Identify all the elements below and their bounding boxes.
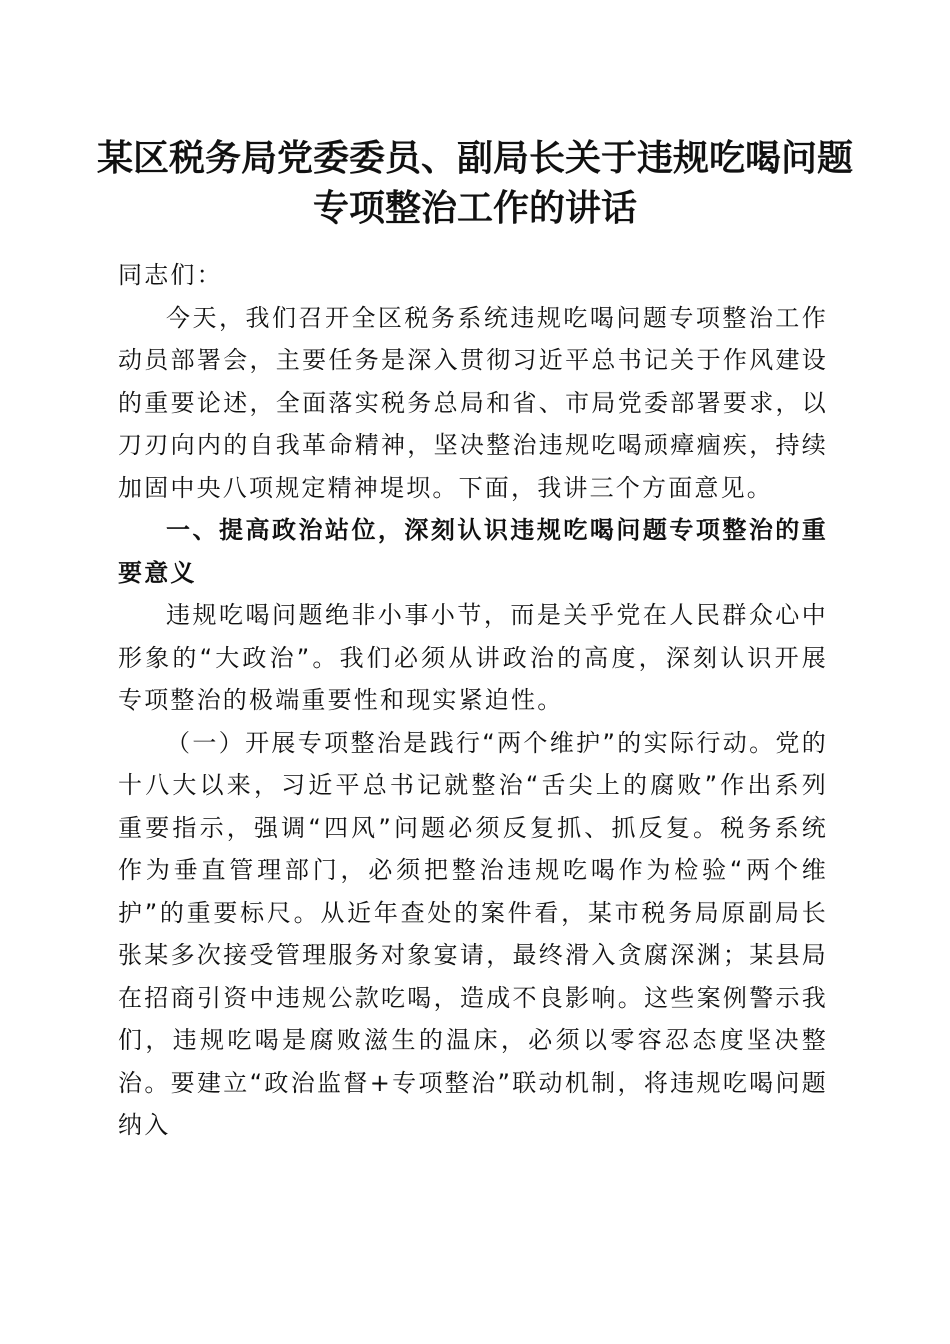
paragraph-subsection-1: （一）开展专项整治是践行“两个维护”的实际行动。党的十八大以来，习近平总书记就整治“舌尖上的腐败”作出系列重要指示，强调“四风”问题必须反复抓、抓反复。税务系统作为垂直管理部门，必须把整治违规吃喝作为检验“两个维护”的重要标尺。从近年查处的案件看，某市税务局原副局长张某多次接受管理服务对象宴请，最终滑入贪腐深渊；某县局在招商引资中违规公款吃喝，造成不良影响。这些案例警示我们，违规吃喝是腐败滋生的温床，必须以零容忍态度坚决整治。要建立“政治监督+专项整治”联动机制，将违规吃喝问题纳入 [118, 728, 828, 1139]
paragraph-section-1: 违规吃喝问题绝非小事小节，而是关乎党在人民群众心中形象的“大政治”。我们必须从讲政治的高度，深刻认识开展专项整治的极端重要性和现实紧迫性。 [118, 601, 828, 714]
paragraph-intro: 今天，我们召开全区税务系统违规吃喝问题专项整治工作动员部署会，主要任务是深入贯彻习近平总书记关于作风建设的重要论述，全面落实税务总局和省、市局党委部署要求，以刀刃向内的自我革命精神，坚决整治违规吃喝顽瘴痼疾，持续加固中央八项规定精神堤坝。下面，我讲三个方面意见。 [118, 303, 828, 502]
document-body [118, 254, 828, 1147]
salutation: 同志们： [118, 261, 223, 289]
document-title: 某区税务局党委委员、副局长关于违规吃喝问题专项整治工作的讲话 [96, 137, 853, 229]
section-heading-1: 一、提高政治站位，深刻认识违规吃喝问题专项整治的重要意义 [118, 516, 828, 587]
